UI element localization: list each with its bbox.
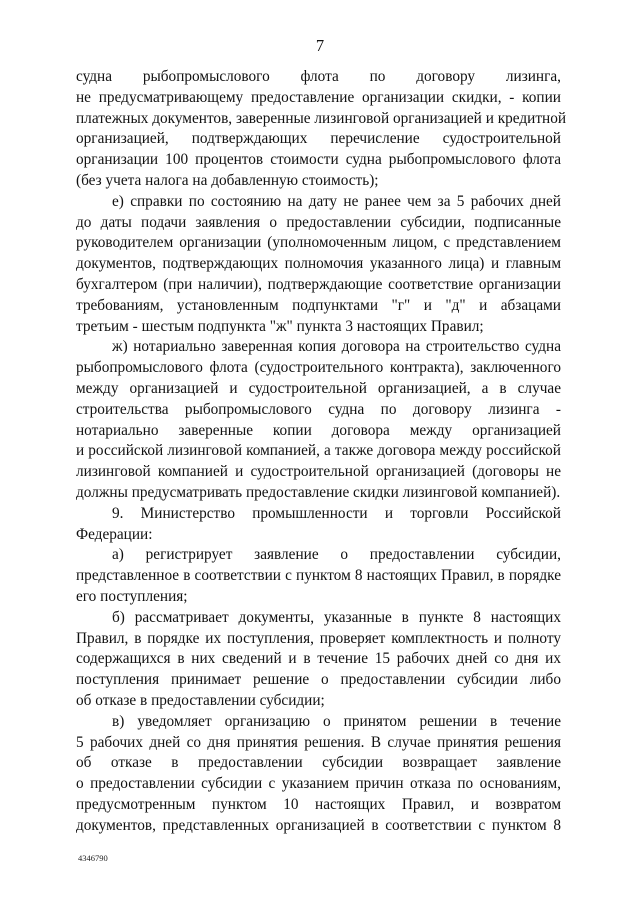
paragraph-e: [76, 192, 561, 338]
text-line: третьим - шестым подпункта "ж" пункта 3 настоящих Правил;: [76, 317, 484, 335]
text-line: организации 100 процентов стоимости судна рыбопромыслового флота: [76, 151, 561, 169]
text-line: его поступления;: [76, 587, 188, 605]
text-line: об отказе в предоставлении субсидии;: [76, 691, 325, 709]
paragraph-lease-payments: [76, 67, 567, 192]
paragraph-9: [76, 504, 561, 546]
text-line: а) регистрирует заявление о предоставлении субсидии,: [112, 546, 561, 564]
text-line: и российской лизинговой компанией, а также договора между российской: [76, 442, 561, 460]
text-line: платежных документов, заверенные лизинговой организацией и кредитной: [76, 109, 567, 127]
paragraph-9a: [76, 545, 561, 607]
text-line: требованиям, установленным подпунктами "г" и "д" и абзацами: [76, 296, 561, 314]
page-number: 7: [315, 36, 325, 55]
text-line: должны предусматривать предоставление скидки лизинговой компанией).: [76, 483, 561, 501]
text-line: поступления принимает решение о предоставлении субсидии либо: [76, 671, 561, 689]
text-line: не предусматривающему предоставление организации скидки, - копии: [76, 88, 561, 106]
text-line: предусмотренным пунктом 10 настоящих Правил, и возвратом: [76, 795, 561, 813]
text-line: документов, подтверждающих полномочия указанного лица) и главным: [76, 255, 561, 273]
text-line: между организацией и судостроительной организацией, а в случае: [76, 379, 561, 397]
paragraph-9v: [76, 712, 561, 837]
text-line: о предоставлении субсидии с указанием причин отказа по основаниям,: [76, 775, 561, 793]
text-line: до даты подачи заявления о предоставлении субсидии, подписанные: [76, 213, 561, 231]
text-line: лизинговой компанией и судостроительной организацией (договоры не: [76, 463, 561, 481]
document-body: [76, 67, 567, 836]
text-line: организацией, подтверждающих перечисление судостроительной: [76, 130, 561, 148]
text-line: строительства рыбопромыслового судна по договору лизинга -: [76, 400, 561, 418]
paragraph-9b: [76, 608, 561, 712]
text-line: в) уведомляет организацию о принятом решении в течение: [112, 712, 561, 730]
text-line: рыбопромыслового флота (судостроительного контракта), заключенного: [76, 359, 561, 377]
text-line: 9. Министерство промышленности и торговли Российской: [112, 504, 561, 522]
text-line: об отказе в предоставлении субсидии возвращает заявление: [76, 754, 561, 772]
text-line: судна рыбопромыслового флота по договору лизинга,: [76, 68, 561, 85]
document-code: 4346790: [78, 853, 108, 863]
text-line: бухгалтером (при наличии), подтверждающие соответствие организации: [76, 275, 561, 293]
text-line: содержащихся в них сведений и в течение 15 рабочих дней со дня их: [76, 650, 561, 668]
text-line: ж) нотариально заверенная копия договора на строительство судна: [112, 338, 561, 356]
text-line: 5 рабочих дней со дня принятия решения. В случае принятия решения: [76, 733, 561, 751]
text-line: е) справки по состоянию на дату не ранее чем за 5 рабочих дней: [112, 192, 561, 210]
text-line: Федерации:: [76, 525, 153, 543]
paragraph-zh: [76, 337, 561, 503]
text-line: руководителем организации (уполномоченным лицом, с представлением: [76, 234, 561, 252]
text-line: (без учета налога на добавленную стоимость);: [76, 171, 379, 189]
text-line: документов, представленных организацией в соответствии с пунктом 8: [76, 816, 561, 834]
text-line: б) рассматривает документы, указанные в пункте 8 настоящих: [112, 608, 561, 626]
text-line: Правил, в порядке их поступления, проверяет комплектность и полноту: [76, 629, 561, 647]
text-line: представленное в соответствии с пунктом 8 настоящих Правил, в порядке: [76, 567, 561, 585]
text-line: нотариально заверенные копии договора между организацией: [76, 421, 561, 439]
